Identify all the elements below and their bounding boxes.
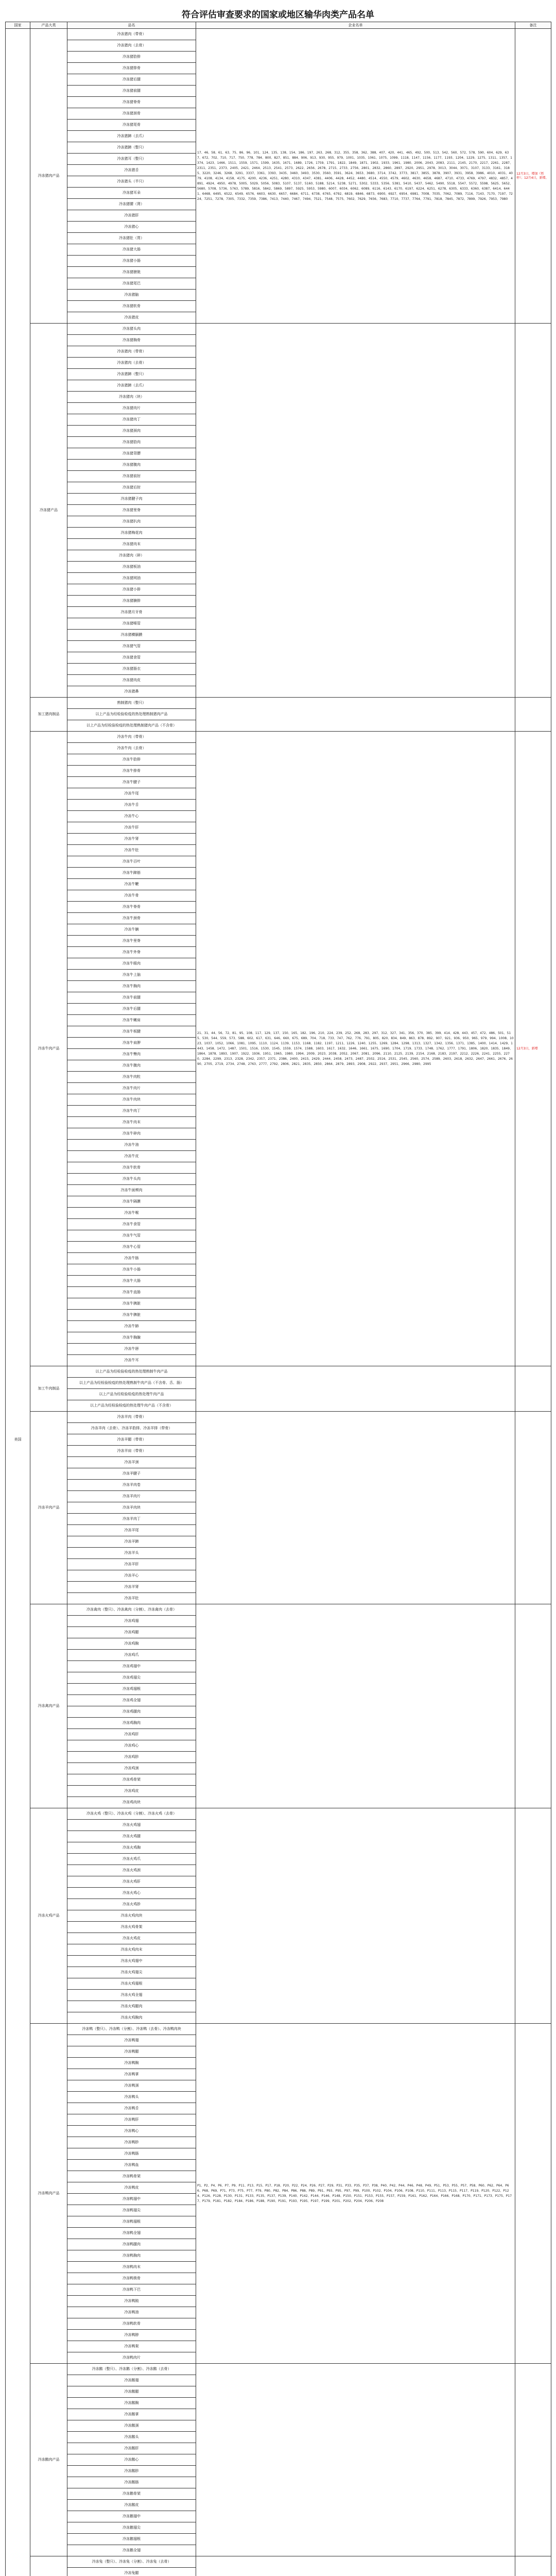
product-cell: 冷冻鸡肉块 (67, 1797, 196, 1808)
product-cell: 冷冻牛脾脏 (67, 1310, 196, 1321)
product-cell: 以上产品为经检验检疫的热处理熟制牛肉产品 (67, 1366, 196, 1378)
product-cell: 冷冻牛大肠 (67, 1276, 196, 1287)
table-row (6, 698, 551, 709)
table-row (6, 2556, 551, 2568)
product-cell: 冷冻牛肝 (67, 822, 196, 834)
enterprise-list-cell: 21、31、44、56、72、81、95、108、117、129、137、150、165、182、196、210、224、239、252、268、283、297、312、327、341、356、370、385、399、414、428、443、457、472、486、501、515、530、544、559、573、588、602、617、631、646、660、675、689、704、718、733、747、762、776、791、805、820、834、849、863、878、892、907、921、936、950、965、979、994、1008、1023、1037、1052、1066、1081、1095、1110、1124、1139、1153、1168、1182、1197、1211、1226、1240、1255、1269、1284、1298、1313、1327、1342、1356、1371、1385、1400、1414、1429、1443、1458、1472、1487、1501、1516、1530、1545、1559、1574、1588、1603、1617、1632、1646、1661、1675、1690、1704、1719、1733、1748、1762、1777、1791、1806、1820、1835、1849、1864、1878、1893、1907、1922、1936、1951、1965、1980、1994、2009、2023、2038、2052、2067、2081、2096、2110、2125、2139、2154、2168、2183、2197、2212、2226、2241、2255、2270、2284、2299、2313、2328、2342、2357、2371、2386、2400、2415、2429、2444、2458、2473、2487、2502、2516、2531、2545、2560、2574、2589、2603、2618、2632、2647、2661、2676、2690、2705、2719、2734、2748、2763、2777、2792、2806、2821、2835、2850、2864、2879、2893、2908、2922、2937、2951、2966、2980、2995 (196, 732, 515, 1366)
product-cell: 冷冻牛臀肉 (67, 1049, 196, 1060)
product-cell: 以上产品为经检验检疫的热处理熟制猪肉产品（不含骨） (67, 720, 196, 732)
product-cell: 冷冻鸭架 (67, 2341, 196, 2352)
product-cell: 冷冻羊肾 (67, 1582, 196, 1593)
product-cell: 冷冻羊肉（去骨）、冷冻羊肋排、冷冻羊排（带骨） (67, 1423, 196, 1434)
product-cell: 冷冻猪喉管 (67, 618, 196, 630)
product-cell: 冷冻火鸡心 (67, 1888, 196, 1899)
product-cell: 冷冻鸡胸肉 (67, 1718, 196, 1729)
product-cell: 冷冻火鸡翅中 (67, 1956, 196, 1967)
product-cell: 冷冻牛前腿 (67, 992, 196, 1004)
note-cell (515, 2364, 551, 2556)
product-cell: 冷冻猪头肉 (67, 324, 196, 335)
product-cell: 冷冻牛气管 (67, 1230, 196, 1242)
note-cell (515, 1604, 551, 1808)
enterprise-list-cell (196, 698, 515, 732)
product-cell: 冷冻猪梅花肉 (67, 528, 196, 539)
product-cell: 冷冻牛腩 (67, 924, 196, 936)
product-cell: 冷冻猪心 (67, 222, 196, 233)
product-cell: 以上产品为经检验检疫的热处理熟制猪肉产品 (67, 709, 196, 720)
product-cell: 冷冻猪里脊 (67, 505, 196, 516)
product-cell: 冷冻羊尾 (67, 1525, 196, 1536)
product-cell: 冷冻鸡翅中 (67, 1661, 196, 1672)
country-cell: 美国 (6, 29, 30, 2576)
product-cell: 冷冻鸡腿 (67, 1627, 196, 1638)
product-cell: 冷冻火鸡翅根 (67, 1978, 196, 1990)
product-cell: 冷冻牛颈骨 (67, 913, 196, 924)
product-cell: 冷冻羊心 (67, 1570, 196, 1582)
table-row (6, 2364, 551, 2375)
product-cell: 冷冻鸭翅尖 (67, 2205, 196, 2216)
product-cell: 冷冻牛肩胛 (67, 1038, 196, 1049)
product-cell: 冷冻鸡全翅 (67, 1695, 196, 1706)
product-cell: 冷冻牛肺 (67, 1321, 196, 1332)
table-row (6, 1808, 551, 1820)
product-cell: 冷冻鸭舌 (67, 2103, 196, 2114)
product-cell: 冷冻牛胸肉 (67, 981, 196, 992)
product-cell: 冷冻牛心 (67, 811, 196, 822)
product-cell: 冷冻火鸡全翅 (67, 1990, 196, 2001)
product-cell: 冷冻猪肋肉 (67, 437, 196, 448)
product-cell: 冷冻鹅翅 (67, 2375, 196, 2386)
note-cell (515, 1366, 551, 1412)
product-cell: 冷冻鹅掌 (67, 2409, 196, 2420)
product-cell: 冷冻猪蹄（去爪） (67, 380, 196, 392)
product-cell: 冷冻牛后腿 (67, 1004, 196, 1015)
table-row (6, 1366, 551, 1378)
product-cell: 冷冻猪胸骨 (67, 335, 196, 346)
product-cell: 冷冻牛唇 (67, 1344, 196, 1355)
product-cell: 冷冻鸭肉片 (67, 2352, 196, 2364)
product-cell: 冷冻鸡肝 (67, 1729, 196, 1740)
product-cell: 冷冻牛肠 (67, 1253, 196, 1264)
product-cell: 冷冻猪肝 (67, 210, 196, 222)
product-cell: 冷冻鸭骨架 (67, 2171, 196, 2182)
product-cell: 冷冻鸭掌 (67, 2069, 196, 2080)
product-cell: 冷冻猪鼻 (67, 686, 196, 698)
product-cell: 冷冻鸭（整只）、冷冻鸭（分割）、冷冻鸭（去骨）、冷冻鸭肉块 (67, 2024, 196, 2035)
product-cell: 冷冻猪肉（去骨） (67, 40, 196, 52)
product-cell: 冷冻猪耳（整只） (67, 154, 196, 165)
product-cell: 冷冻牛胸腺 (67, 1332, 196, 1344)
product-cell: 冷冻羊肩（带骨） (67, 1446, 196, 1457)
product-cell: 冷冻鸭胸肉 (67, 2250, 196, 2262)
table-row (6, 1412, 551, 1423)
product-cell: 以上产品为经检验检疫的热处理熟制牛肉产品（不含骨、舌、肠） (67, 1378, 196, 1389)
table-row (6, 29, 551, 40)
product-cell: 冷冻猪肠衣 (67, 664, 196, 675)
header-country: 国家 (6, 22, 30, 29)
enterprise-list-cell: 17、46、58、61、63、75、86、96、101、124、135、138、154、186、197、263、268、312、355、358、362、388、407、420、441、465、492、500、513、542、560、572、578、590、604、629、637、672、702、710、717、750、778、784、800、827、851、884、906、913、930、955、979、1001、1035、1061、1075、1099、1118、1147、1156、1177、1193、1204、1229、1275、1311、1357、1374、1423、1466、1511、1559、1571、1599、1635、1671、1689、1726、1759、1791、1822、1849、1871、1902、1933、1961、1980、2006、2043、2083、2111、2145、2170、2217、2261、2287、2311、2351、2373、2405、2421、2464、2513、2541、2573、2622、2656、2678、2715、2733、2756、2801、2832、2860、2897、2920、2951、2978、3013、3044、3071、3107、3133、3161、3185、3220、3246、3268、3291、3337、3361、3393、3435、3460、3493、3530、3560、3591、3624、3653、3680、3714、3742、3773、3817、3855、3878、3907、3931、3958、3986、4010、4031、4079、4108、4134、4158、4175、4200、4236、4251、4280、4310、4347、4381、4406、4428、4452、4480、4514、4550、4579、4602、4630、4658、4687、4710、4733、4769、4797、4832、4857、4891、4924、4950、4978、5005、5029、5056、5083、5107、5137、5160、5188、5214、5238、5271、5302、5333、5356、5381、5410、5437、5462、5490、5518、5547、5572、5598、5625、5652、5680、5708、5736、5763、5789、5816、5842、5869、5897、5925、5953、5980、6007、6034、6062、6089、6116、6143、6170、6197、6224、6251、6278、6305、6333、6360、6387、6414、6441、6468、6495、6522、6549、6576、6603、6630、6657、6684、6711、6738、6765、6792、6819、6846、6873、6900、6927、6954、6981、7008、7035、7062、7089、7116、7143、7170、7197、7224、7251、7278、7305、7332、7359、7386、7413、7440、7467、7494、7521、7548、7575、7602、7629、7656、7683、7710、7737、7764、7791、7818、7845、7872、7899、7926、7953、7980 (196, 29, 515, 324)
note-cell (515, 1412, 551, 1604)
product-cell: 冷冻猪颈肉 (67, 426, 196, 437)
note-cell (515, 2024, 551, 2364)
product-cell: 冷冻羊头 (67, 1548, 196, 1559)
product-cell: 冷冻牛心管 (67, 1242, 196, 1253)
product-cell: 冷冻鸭颈 (67, 2080, 196, 2092)
product-cell: 冷冻猪皮 (67, 312, 196, 324)
table-row (6, 1604, 551, 1616)
product-cell: 冷冻猪前肘 (67, 471, 196, 482)
product-cell: 冷冻鸡腿肉 (67, 1706, 196, 1718)
product-cell: 冷冻鹅心 (67, 2454, 196, 2466)
product-cell: 冷冻猪尾骨 (67, 120, 196, 131)
product-cell: 冷冻鹅腿 (67, 2386, 196, 2398)
product-cell: 冷冻鹅翅中 (67, 2511, 196, 2522)
product-cell: 冷冻牛排骨 (67, 766, 196, 777)
category-cell: 冷冻鸭肉产品 (30, 2024, 67, 2364)
product-cell: 冷冻牛腹肉 (67, 1060, 196, 1072)
product-cell: 冷冻鸭下巴 (67, 2284, 196, 2296)
product-cell: 冷冻牛碎肉 (67, 1128, 196, 1140)
category-cell: 加工牛肉制品 (30, 1366, 67, 1412)
enterprise-list-cell (196, 2364, 515, 2556)
product-cell: 冷冻猪肉（带骨） (67, 346, 196, 358)
product-cell: 冷冻鸡胗 (67, 1752, 196, 1763)
product-cell: 冷冻牛皮 (67, 1151, 196, 1162)
product-cell: 冷冻牛头肉 (67, 1174, 196, 1185)
product-cell: 冷冻牛隔膜 (67, 1196, 196, 1208)
product-cell: 冷冻牛尾 (67, 788, 196, 800)
product-cell: 冷冻鸭肠 (67, 2148, 196, 2160)
product-cell: 冷冻鸭翅中 (67, 2194, 196, 2205)
product-cell: 冷冻羊蹄 (67, 1536, 196, 1548)
product-cell: 冷冻鸭心 (67, 2126, 196, 2137)
product-cell: 冷冻羊腱子 (67, 1468, 196, 1480)
header-product: 品名 (67, 22, 196, 29)
product-cell: 冷冻猪月牙骨 (67, 607, 196, 618)
product-cell: 冷冻牛面颊肉 (67, 1185, 196, 1196)
note-cell (515, 698, 551, 732)
product-cell: 冷冻牛肚 (67, 845, 196, 856)
product-cell: 冷冻牛肾 (67, 834, 196, 845)
meat-product-table (5, 22, 551, 2576)
product-cell: 冷冻兔腿 (67, 2568, 196, 2576)
product-cell: 冷冻猪食管 (67, 652, 196, 664)
product-cell: 冷冻牛耳 (67, 1355, 196, 1366)
product-cell: 冷冻牛肉（去骨） (67, 743, 196, 754)
product-cell: 冷冻鸭肉末 (67, 2262, 196, 2273)
product-cell: 冷冻猪蹄（整只） (67, 369, 196, 380)
product-cell: 冷冻鸭软骨 (67, 2318, 196, 2330)
note-cell (515, 1808, 551, 2024)
product-cell: 冷冻鸭油 (67, 2307, 196, 2318)
product-cell: 冷冻猪腱子肉 (67, 494, 196, 505)
product-cell: 以上产品为经检验检疫的热处理牛肉产品（不含骨） (67, 1400, 196, 1412)
header-category: 产品大类 (30, 22, 67, 29)
product-cell: 冷冻牛蹄筋 (67, 868, 196, 879)
product-cell: 冷冻牛食管 (67, 1219, 196, 1230)
product-cell: 冷冻禽肉（整只）、冷冻禽肉（分割）、冷冻禽肉（去骨） (67, 1604, 196, 1616)
product-cell: 冷冻鸡皮 (67, 1786, 196, 1797)
product-cell: 冷冻鸭肫 (67, 2296, 196, 2307)
product-cell: 冷冻猪小肠 (67, 256, 196, 267)
product-cell: 冷冻火鸡颈 (67, 1865, 196, 1876)
note-cell (515, 324, 551, 698)
category-cell: 冷冻羊肉产品 (30, 1412, 67, 1604)
product-cell: 冷冻鸭胗 (67, 2137, 196, 2148)
product-cell: 冷冻火鸡腿 (67, 1831, 196, 1842)
product-cell: 冷冻牛肉末 (67, 1117, 196, 1128)
product-cell: 冷冻牛肉（带骨） (67, 732, 196, 743)
product-cell: 冷冻猪横膈膜 (67, 630, 196, 641)
product-cell: 冷冻猪脑 (67, 290, 196, 301)
product-cell: 冷冻火鸡皮 (67, 1933, 196, 1944)
product-cell: 冷冻鹅颈 (67, 2420, 196, 2432)
header-enterprise: 企业名单 (196, 22, 515, 29)
product-cell: 冷冻猪腰（肾） (67, 199, 196, 210)
product-cell: 冷冻牛板腱 (67, 1026, 196, 1038)
product-cell: 冷冻猪肉（块） (67, 392, 196, 403)
product-cell: 冷冻羊肉（带骨） (67, 1412, 196, 1423)
header-note: 备注 (515, 22, 551, 29)
product-cell: 冷冻牛鞭 (67, 879, 196, 890)
table-row (6, 324, 551, 335)
product-cell: 冷冻鹅全翅 (67, 2545, 196, 2556)
product-cell: 冷冻牛嫩肩 (67, 1015, 196, 1026)
product-cell: 冷冻牛肉块 (67, 1094, 196, 1106)
product-cell: 冷冻鹅骨架 (67, 2488, 196, 2500)
product-cell: 冷冻猪背膘 (67, 448, 196, 460)
product-cell: 冷冻鸭腿肉 (67, 2239, 196, 2250)
product-cell: 冷冻牛腱子 (67, 777, 196, 788)
product-cell: 冷冻牛肋排 (67, 754, 196, 766)
product-cell: 冷冻牛百叶 (67, 856, 196, 868)
product-cell: 冷冻鸭翅 (67, 2035, 196, 2046)
product-cell: 冷冻牛软骨 (67, 1162, 196, 1174)
product-cell: 冷冻火鸡爪 (67, 1854, 196, 1865)
product-cell: 冷冻猪肉（碎） (67, 550, 196, 562)
product-cell: 冷冻猪肋排 (67, 52, 196, 63)
product-cell: 冷冻鸭血 (67, 2160, 196, 2171)
product-cell: 冷冻猪前腿 (67, 86, 196, 97)
product-cell: 冷冻猪耳朵 (67, 188, 196, 199)
product-cell: 冷冻猪网油 (67, 573, 196, 584)
product-cell: 冷冻牛胰脏 (67, 1298, 196, 1310)
product-cell: 冷冻猪肉片 (67, 403, 196, 414)
product-cell: 冷冻鹅翅尖 (67, 2522, 196, 2534)
table-header-row (6, 22, 551, 29)
product-cell: 冷冻鹅胗 (67, 2466, 196, 2477)
product-cell: 冷冻猪排骨 (67, 63, 196, 74)
product-cell: 冷冻猪膀胱 (67, 267, 196, 278)
enterprise-list-cell (196, 1808, 515, 2024)
product-cell: 冷冻火鸡胗 (67, 1899, 196, 1910)
product-cell: 冷冻火鸡翅 (67, 1820, 196, 1831)
note-cell (515, 2556, 551, 2576)
enterprise-list-cell (196, 1366, 515, 1412)
product-cell: 冷冻猪腩排 (67, 596, 196, 607)
product-cell: 冷冻羊肉片 (67, 1491, 196, 1502)
product-cell: 冷冻牛眼肉 (67, 958, 196, 970)
product-cell: 冷冻鹅皮 (67, 2500, 196, 2511)
category-cell: 冷冻猪肉产品 (30, 29, 67, 324)
product-cell: 冷冻鸡翅尖 (67, 1672, 196, 1684)
product-cell: 冷冻火鸡（整只）、冷冻火鸡（分割）、冷冻火鸡（去骨） (67, 1808, 196, 1820)
product-cell: 冷冻牛肉粒 (67, 1072, 196, 1083)
product-cell: 冷冻鹅头 (67, 2432, 196, 2443)
product-cell: 冷冻羊肉块 (67, 1502, 196, 1514)
product-cell: 冷冻猪脊骨 (67, 97, 196, 108)
product-cell: 冷冻牛外脊 (67, 947, 196, 958)
product-cell: 冷冻鸡胸 (67, 1638, 196, 1650)
product-cell: 冷冻牛直肠 (67, 1287, 196, 1298)
product-cell: 冷冻猪蹄（去爪） (67, 131, 196, 142)
product-cell: 冷冻猪颈骨 (67, 108, 196, 120)
product-cell: 冷冻牛骨 (67, 890, 196, 902)
product-cell: 冷冻鸭全翅 (67, 2228, 196, 2239)
product-cell: 冷冻鸡心 (67, 1740, 196, 1752)
product-cell: 冷冻鸭翅根 (67, 2216, 196, 2228)
product-cell: 冷冻牛脊骨 (67, 902, 196, 913)
product-cell: 冷冻猪扒肉 (67, 516, 196, 528)
product-cell: 冷冻牛舌 (67, 800, 196, 811)
product-cell: 冷冻牛喉 (67, 1208, 196, 1219)
product-cell: 冷冻鸭皮 (67, 2182, 196, 2194)
product-cell: 冷冻鸡颈 (67, 1763, 196, 1774)
enterprise-list-cell (196, 324, 515, 698)
product-cell: 冷冻鹅胸 (67, 2398, 196, 2409)
product-cell: 冷冻牛上脑 (67, 970, 196, 981)
product-cell: 冷冻鸭肝 (67, 2114, 196, 2126)
product-cell: 冷冻羊颈 (67, 1457, 196, 1468)
product-cell: 冷冻猪后腿 (67, 74, 196, 86)
product-cell: 冷冻羊肚 (67, 1593, 196, 1604)
product-cell: 冷冻猪舌 (67, 165, 196, 176)
product-cell: 冷冻火鸡骨架 (67, 1922, 196, 1933)
product-cell: 冷冻羊腿（带骨） (67, 1434, 196, 1446)
product-cell: 冷冻猪后肘 (67, 482, 196, 494)
enterprise-list-cell (196, 1412, 515, 1604)
category-cell: 冷冻牛肉产品 (30, 732, 67, 1366)
product-cell: 冷冻鸡翅 (67, 1616, 196, 1627)
product-cell: 冷冻猪肉皮 (67, 675, 196, 686)
note-cell: 12月3日，新增 (515, 732, 551, 1366)
product-cell: 以上产品为经检验检疫的热处理牛肉产品 (67, 1389, 196, 1400)
product-cell: 冷冻火鸡肉块 (67, 1910, 196, 1922)
product-cell: 冷冻猪气管 (67, 641, 196, 652)
product-cell: 冷冻猪软骨 (67, 301, 196, 312)
category-cell (30, 2556, 67, 2576)
product-cell: 冷冻猪板油 (67, 562, 196, 573)
category-cell: 冷冻猪产品 (30, 324, 67, 698)
product-cell: 冷冻鸭脖 (67, 2330, 196, 2341)
product-cell: 冷冻鸭头 (67, 2092, 196, 2103)
enterprise-list-cell (196, 1604, 515, 1808)
product-cell: 冷冻牛肉片 (67, 1083, 196, 1094)
table-row (6, 2024, 551, 2035)
product-cell: 冷冻羊肉卷 (67, 1480, 196, 1491)
product-cell: 冷冻羊肉丁 (67, 1514, 196, 1525)
product-cell: 冷冻牛里脊 (67, 936, 196, 947)
product-cell: 冷冻火鸡肉末 (67, 1944, 196, 1956)
product-cell: 冷冻牛油 (67, 1140, 196, 1151)
note-cell: 12月3日，增加（暂停）；12月4日，新增。 (515, 29, 551, 324)
product-cell: 冷冻猪肉末 (67, 539, 196, 550)
product-cell: 冷冻鹅肝 (67, 2443, 196, 2454)
product-cell: 冷冻猪头（半只） (67, 176, 196, 188)
product-cell: 冷冻鸭胸 (67, 2058, 196, 2069)
product-cell: 冷冻火鸡胸 (67, 1842, 196, 1854)
product-cell: 冷冻火鸡肝 (67, 1876, 196, 1888)
enterprise-list-cell: P1、P2、P4、P6、P7、P9、P11、P13、P15、P17、P18、P20、P22、P24、P26、P27、P29、P31、P33、P35、P37、P38、P40、P42、P44、P46、P48、P49、P51、P53、P55、P57、P58、P60、P62、P64、P66、P68、P69、P71、P73、P75、P77、P79、P80、P82、P84、P86、P88、P89、P91、P93、P95、P97、P99、P100、P102、P104、P106、P108、P110、P111、P113、P115、P117、P119、P120、P122、P124、P126、P128、P130、P131、P133、P135、P137、P139、P140、P142、P144、P146、P148、P150、P151、P153、P155、P157、P159、P161、P162、P164、P166、P168、P170、P171、P173、P175、P177、P179、P181、P182、P184、P186、P188、P190、P191、P193、P195、P197、P199、P201、P202、P204、P206、P208 (196, 2024, 515, 2364)
product-cell: 冷冻牛小肠 (67, 1264, 196, 1276)
product-cell: 冷冻鸡翅根 (67, 1684, 196, 1695)
category-cell: 冷冻鹅肉产品 (30, 2364, 67, 2556)
product-cell: 冷冻猪肚（胃） (67, 233, 196, 244)
product-cell: 冷冻火鸡胸肉 (67, 2012, 196, 2024)
product-cell: 冷冻鸭腿 (67, 2046, 196, 2058)
category-cell: 冷冻火鸡产品 (30, 1808, 67, 2024)
product-cell: 冷冻猪腹肉 (67, 460, 196, 471)
product-cell: 冷冻鸡爪 (67, 1650, 196, 1661)
category-cell: 加工猪肉制品 (30, 698, 67, 732)
product-cell: 冷冻猪大肠 (67, 244, 196, 256)
page-title: 符合评估审查要求的国家或地区输华肉类产品名单 (182, 10, 374, 20)
product-cell: 冷冻牛肉丁 (67, 1106, 196, 1117)
product-cell: 冷冻猪肉（带骨） (67, 29, 196, 40)
product-cell: 熟制猪肉（整只） (67, 698, 196, 709)
product-cell: 冷冻火鸡腿肉 (67, 2001, 196, 2012)
table-row (6, 732, 551, 743)
category-cell: 冷冻禽肉产品 (30, 1604, 67, 1808)
product-cell: 冷冻鸭锁骨 (67, 2273, 196, 2284)
product-cell: 冷冻猪尾巴 (67, 278, 196, 290)
product-cell: 冷冻兔（整只）、冷冻兔（分割）、冷冻兔（去骨） (67, 2556, 196, 2568)
product-cell: 冷冻猪蹄（整只） (67, 142, 196, 154)
product-cell: 冷冻鹅（整只）、冷冻鹅（分割）、冷冻鹅（去骨） (67, 2364, 196, 2375)
product-cell: 冷冻鹅翅根 (67, 2534, 196, 2545)
product-cell: 冷冻鹅肠 (67, 2477, 196, 2488)
enterprise-list-cell (196, 2556, 515, 2576)
product-cell: 冷冻鸡骨架 (67, 1774, 196, 1786)
product-cell: 冷冻羊肝 (67, 1559, 196, 1570)
product-cell: 冷冻火鸡翅尖 (67, 1967, 196, 1978)
product-cell: 冷冻猪肉丁 (67, 414, 196, 426)
product-cell: 冷冻猪小排 (67, 584, 196, 596)
product-cell: 冷冻猪肉（去骨） (67, 358, 196, 369)
